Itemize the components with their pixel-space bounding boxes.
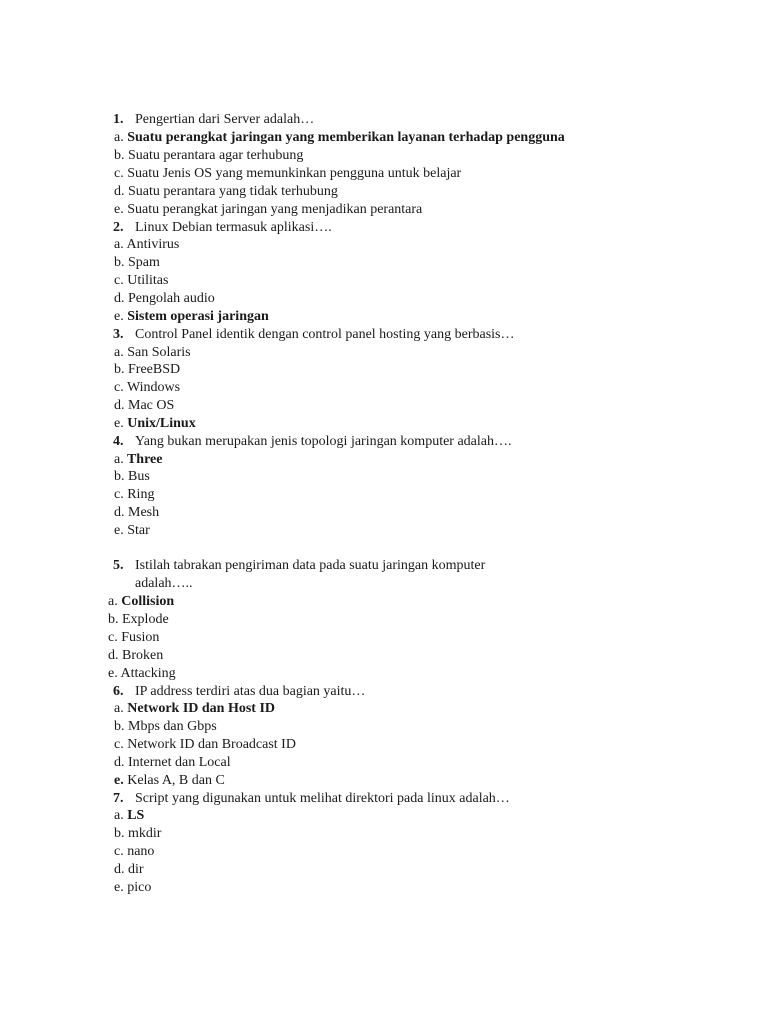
option-7e [114, 879, 151, 897]
option-letter: b. [114, 469, 125, 484]
option-text: Suatu perangkat jaringan yang menjadikan perantara [127, 202, 423, 217]
question-number: 7. [113, 791, 124, 806]
question-number: 3. [113, 327, 124, 342]
option-text: Broken [122, 648, 164, 663]
option-3a [114, 344, 191, 362]
option-1c [114, 165, 461, 183]
option-letter: a. [114, 701, 124, 716]
option-7c [114, 843, 154, 861]
question-text: Control Panel identik dengan control panel hosting yang berbasis… [135, 327, 515, 342]
option-6e [114, 772, 225, 790]
option-text: Antivirus [126, 237, 180, 252]
option-text: Sistem operasi jaringan [127, 309, 269, 324]
option-6a [114, 700, 275, 718]
option-text: Network ID dan Host ID [127, 701, 276, 716]
option-letter: d. [108, 648, 119, 663]
option-text: pico [127, 880, 152, 895]
option-3b [114, 361, 180, 379]
option-text: Windows [126, 380, 181, 395]
option-2d [114, 290, 215, 308]
option-text: Suatu perantara yang tidak terhubung [128, 184, 338, 199]
option-letter: a. [114, 130, 124, 145]
option-text: Suatu Jenis OS yang memunkinkan pengguna untuk belajar [127, 166, 462, 181]
option-text: dir [128, 862, 144, 877]
option-6b [114, 718, 217, 736]
option-text: Bus [128, 469, 150, 484]
option-letter: d. [114, 505, 125, 520]
option-letter: a. [114, 808, 124, 823]
question-text: Pengertian dari Server adalah… [135, 112, 315, 127]
question-text: Linux Debian termasuk aplikasi…. [135, 220, 332, 235]
option-letter: c. [114, 844, 124, 859]
question-text: Yang bukan merupakan jenis topologi jaringan komputer adalah…. [135, 434, 512, 449]
option-4d [114, 504, 159, 522]
option-2e [114, 308, 269, 326]
option-text: mkdir [128, 826, 162, 841]
option-text: LS [127, 808, 145, 823]
option-text: Internet dan Local [128, 755, 231, 770]
option-letter: e. [114, 416, 124, 431]
option-letter: d. [114, 755, 125, 770]
option-letter: b. [114, 255, 125, 270]
question-number: 2. [113, 220, 124, 235]
option-4c [114, 486, 154, 504]
question-text: Istilah tabrakan pengiriman data pada suatu jaringan komputer [135, 558, 486, 573]
option-text: Fusion [121, 630, 160, 645]
option-text: Mbps dan Gbps [128, 719, 217, 734]
option-5a [108, 593, 174, 611]
question-text: Script yang digunakan untuk melihat direktori pada linux adalah… [135, 791, 510, 806]
option-letter: a. [114, 345, 124, 360]
option-text: FreeBSD [128, 362, 181, 377]
question-number: 4. [113, 434, 124, 449]
option-letter: e. [108, 666, 118, 681]
option-text: Spam [128, 255, 160, 270]
option-2c [114, 272, 168, 290]
option-letter: c. [114, 273, 124, 288]
option-letter: d. [114, 862, 125, 877]
option-text: Kelas A, B dan C [127, 773, 225, 788]
option-5c [108, 629, 159, 647]
option-7b [114, 825, 161, 843]
question-5-continued: adalah….. [135, 576, 193, 591]
option-letter: c. [114, 166, 124, 181]
option-text: Suatu perantara agar terhubung [128, 148, 304, 163]
option-text: Unix/Linux [127, 416, 196, 431]
option-5e [108, 665, 176, 683]
option-letter: c. [114, 737, 124, 752]
question-number: 1. [113, 112, 124, 127]
option-3c [114, 379, 180, 397]
option-text: Three [126, 452, 163, 467]
option-2b [114, 254, 160, 272]
option-letter: e. [114, 773, 124, 788]
option-text: Mesh [128, 505, 160, 520]
question-number: 6. [113, 684, 124, 699]
option-letter: a. [108, 594, 118, 609]
option-1d [114, 183, 338, 201]
option-text: Utilitas [127, 273, 169, 288]
option-3e [114, 415, 196, 433]
option-4e [114, 522, 150, 540]
option-3d [114, 397, 174, 415]
option-5b [108, 611, 169, 629]
option-text: Attacking [120, 666, 176, 681]
option-text: nano [127, 844, 155, 859]
option-2a [114, 236, 179, 254]
question-text: IP address terdiri atas dua bagian yaitu… [135, 684, 366, 699]
option-1e [114, 201, 422, 219]
option-letter: d. [114, 184, 125, 199]
option-4b [114, 468, 150, 486]
option-letter: b. [114, 362, 125, 377]
option-letter: c. [108, 630, 118, 645]
option-text: Suatu perangkat jaringan yang memberikan layanan terhadap pengguna [127, 130, 565, 145]
option-1b [114, 147, 303, 165]
option-7a [114, 807, 144, 825]
option-text: Network ID dan Broadcast ID [127, 737, 296, 752]
option-text: Mac OS [128, 398, 175, 413]
option-text: Collision [121, 594, 175, 609]
option-4a [114, 451, 162, 469]
option-text: Pengolah audio [128, 291, 215, 306]
option-letter: d. [114, 398, 125, 413]
option-1a [114, 129, 565, 147]
option-text: Explode [122, 612, 169, 627]
option-text: San Solaris [127, 345, 191, 360]
option-letter: e. [114, 880, 124, 895]
option-letter: e. [114, 309, 124, 324]
option-letter: e. [114, 202, 124, 217]
option-letter: b. [114, 719, 125, 734]
option-letter: d. [114, 291, 125, 306]
option-letter: b. [114, 148, 125, 163]
option-letter: b. [114, 826, 125, 841]
option-letter: a. [114, 452, 124, 467]
option-letter: b. [108, 612, 119, 627]
option-letter: c. [114, 380, 124, 395]
option-6c [114, 736, 296, 754]
option-text: Ring [127, 487, 155, 502]
option-text: Star [127, 523, 150, 538]
option-letter: a. [114, 237, 124, 252]
question-number: 5. [113, 558, 124, 573]
option-7d [114, 861, 144, 879]
option-6d [114, 754, 231, 772]
option-5d [108, 647, 163, 665]
option-letter: c. [114, 487, 124, 502]
option-letter: e. [114, 523, 124, 538]
